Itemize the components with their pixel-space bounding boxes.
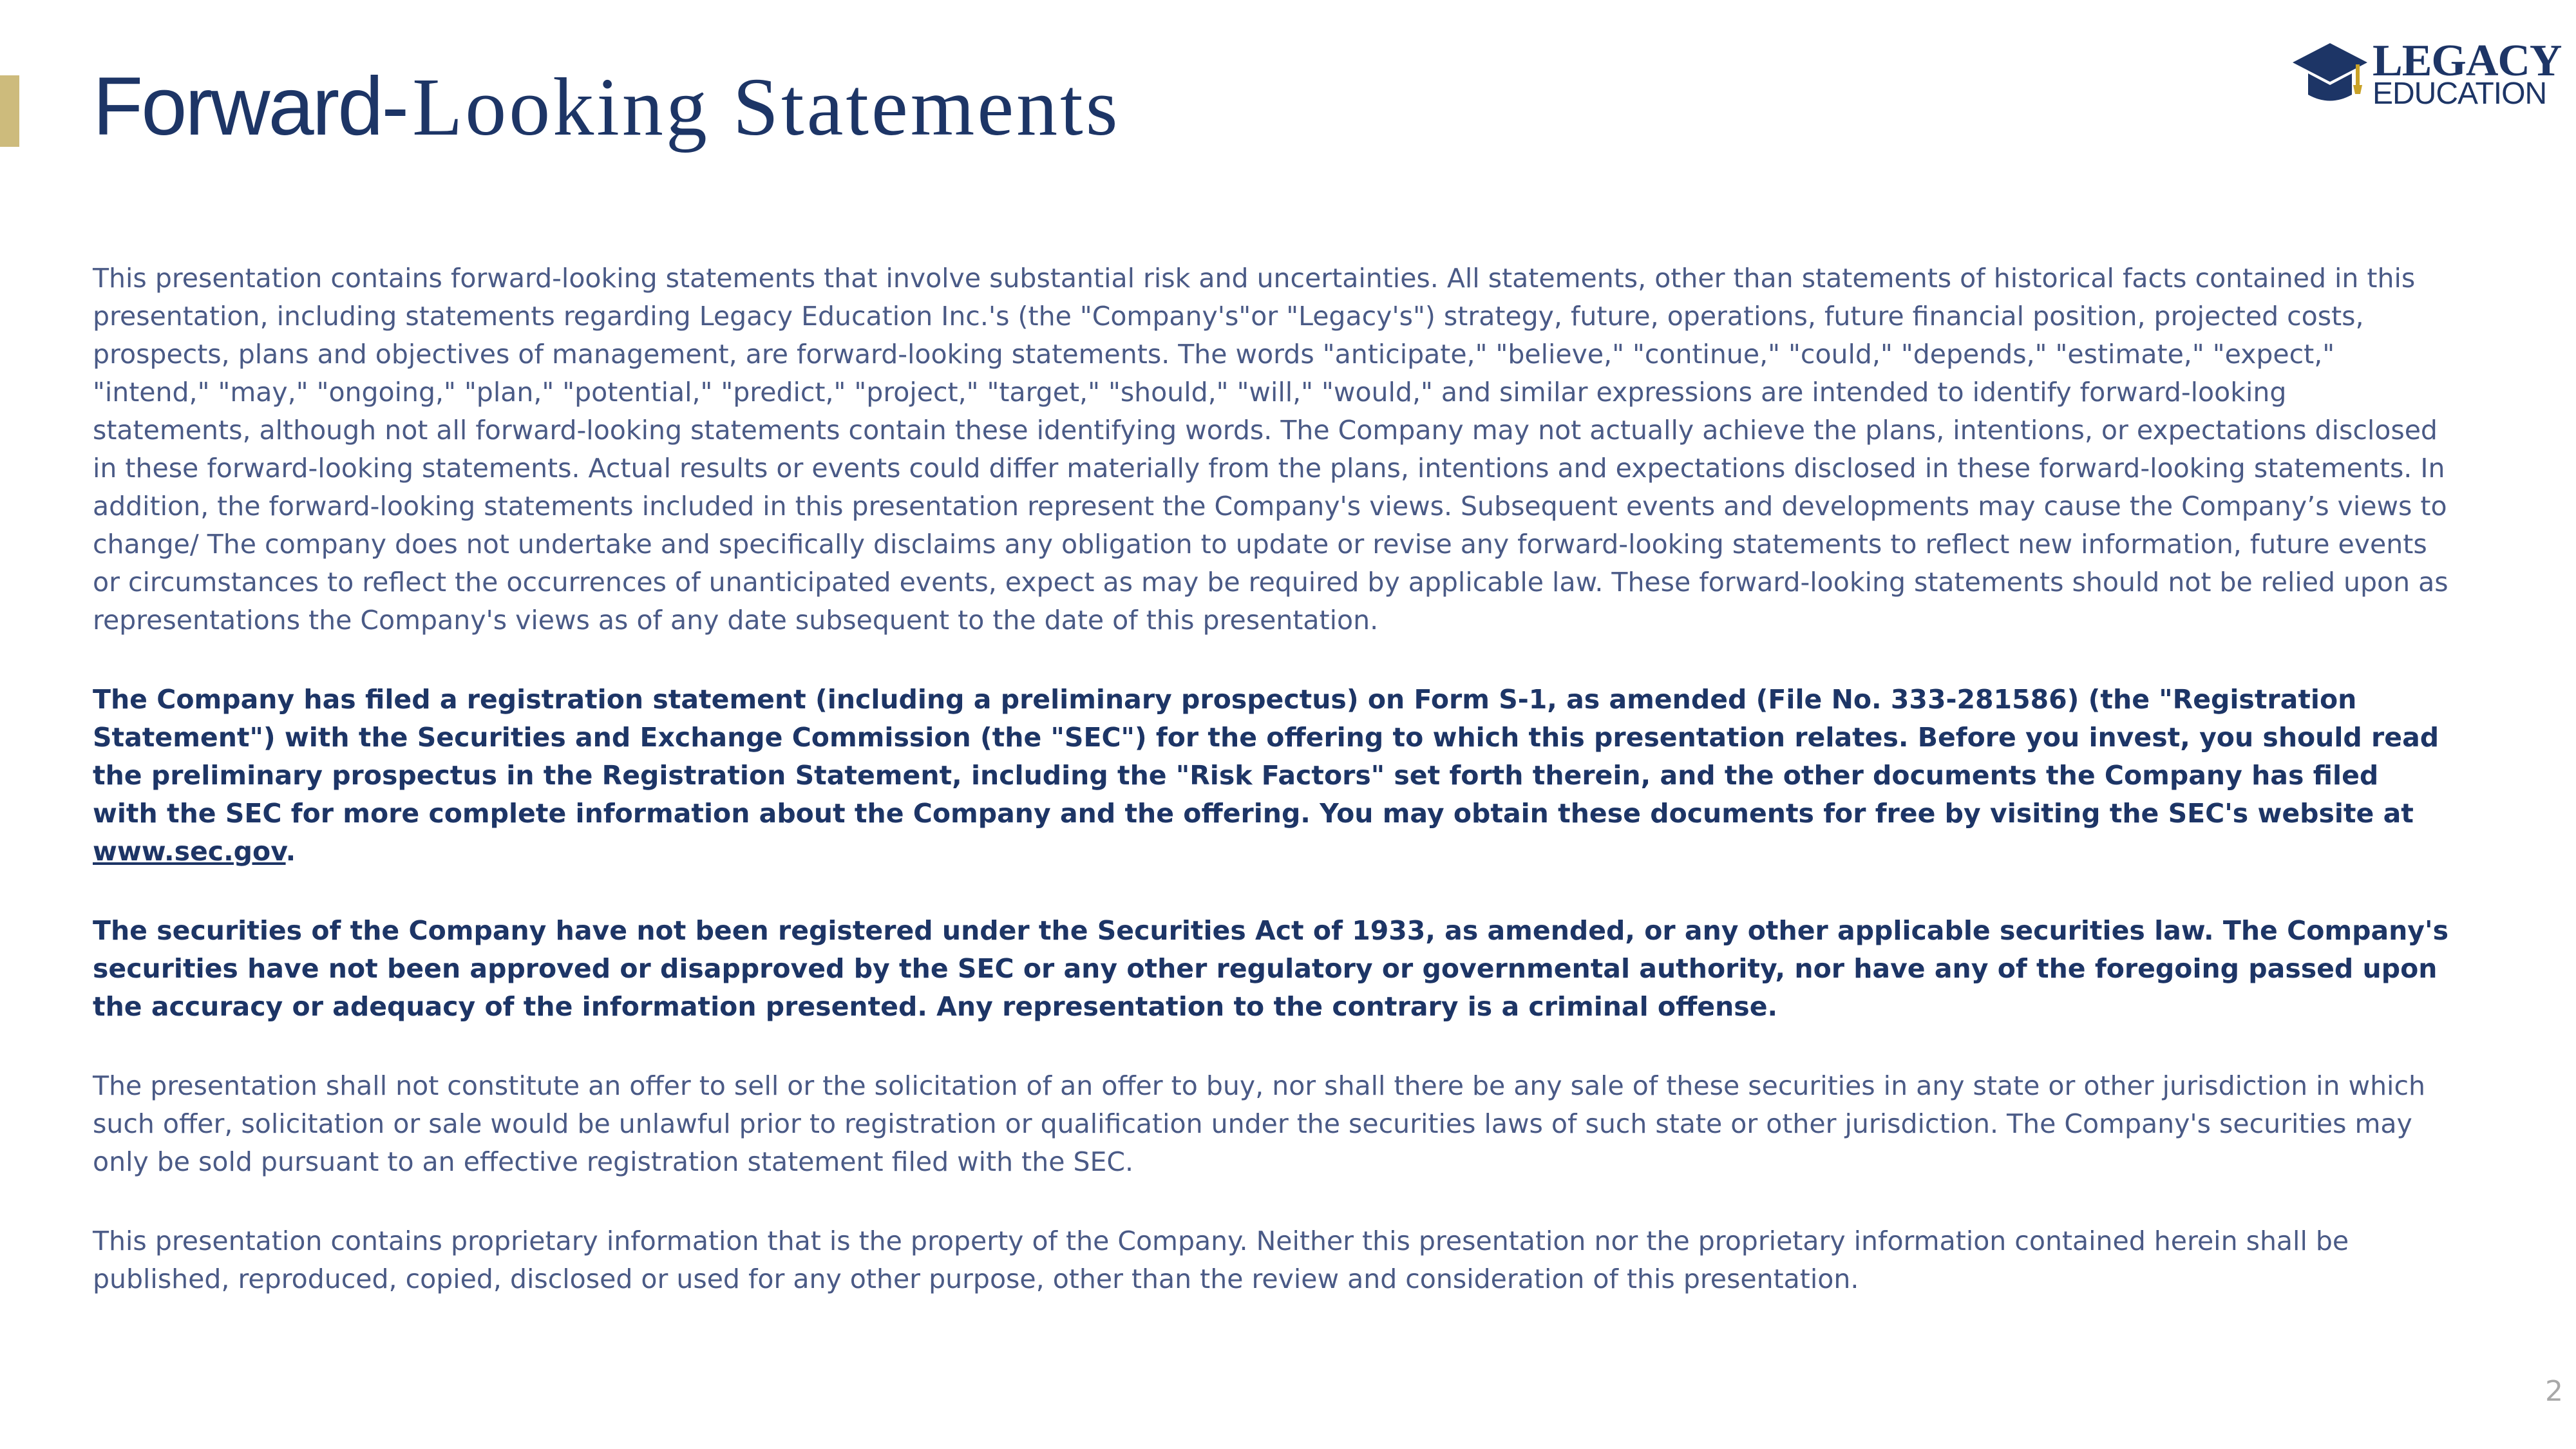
graduation-cap-icon	[2291, 40, 2369, 108]
legacy-education-logo	[2291, 36, 2562, 111]
page-number: 2	[2545, 1375, 2563, 1408]
page-title	[93, 62, 1121, 153]
title-part-2: Looking Statements	[412, 61, 1121, 153]
paragraph-securities-not-registered: The securities of the Company have not been registered under the Securities Act of 1933, as amended, or any other applicable securities law. The Company's securities have not been approved or disapproved by the SEC or any other regulatory or governmental authority, nor have any of the foregoing passed upon the accuracy or adequacy of the information presented. Any representation to the contrary is a criminal offense.	[93, 915, 2448, 1022]
logo-wordmark-education: EDUCATION	[2372, 77, 2547, 111]
registration-statement-end: .	[285, 836, 296, 867]
title-accent-bar	[0, 75, 19, 147]
sec-website-link[interactable]: www.sec.gov	[93, 836, 286, 867]
logo-wordmark-legacy: LEGACY	[2372, 36, 2562, 86]
paragraph-no-offer: The presentation shall not constitute an offer to sell or the solicitation of an offer to buy, nor shall there be any sale of these securities in any state or other jurisdiction in which such offer, solicitation or sale would be unlawful prior to registration or qualification under the securities laws of such state or other jurisdiction. The Company's securities may only be sold pursuant to an effective registration statement filed with the SEC.	[93, 1070, 2425, 1177]
paragraph-registration-statement	[93, 681, 2450, 871]
paragraph-proprietary-information: This presentation contains proprietary information that is the property of the Company. Neither this presentation nor the proprietary information contained herein shall be published, reproduced, copied, disclosed or used for any other purpose, other than the review and consideration of this presentation.	[93, 1226, 2349, 1294]
title-part-1: Forward-	[93, 61, 408, 153]
disclaimer-body	[93, 260, 2450, 1340]
registration-statement-text: The Company has filed a registration statement (including a preliminary prospectus) on Form S-1, as amended (File No. 333-281586) (the "Registration Statement") with the Securities and Exchange Commission (the "SEC") for the offering to which this presentation relates. Before you invest, you should read the preliminary prospectus in the Registration Statement, including the "Risk Factors" set forth therein, and the other documents the Company has filed with the SEC for more complete information about the Company and the offering. You may obtain these documents for free by visiting the SEC's website at	[93, 684, 2439, 829]
paragraph-forward-looking: This presentation contains forward-looking statements that involve substantial risk and uncertainties. All statements, other than statements of historical facts contained in this presentation, including statements regarding Legacy Education Inc.'s (the "Company's"or "Legacy's") strategy, future, operations, future financial position, projected costs, prospects, plans and objectives of management, are forward-looking statements. The words "anticipate," "believe," "continue," "could," "depends," "estimate," "expect," "intend," "may," "ongoing," "plan," "potential," "predict," "project," "target," "should," "will," "would," and similar expressions are intended to identify forward-looking statements, although not all forward-looking statements contain these identifying words. The Company may not actually achieve the plans, intentions, or expectations disclosed in these forward-looking statements. Actual results or events could differ materially from the plans, intentions and expectations disclosed in these forward-looking statements. In addition, the forward-looking statements included in this presentation represent the Company's views. Subsequent events and developments may cause the Company’s views to change/ The company does not undertake and specifically disclaims any obligation to update or revise any forward-looking statements to reflect new information, future events or circumstances to reflect the occurrences of unanticipated events, expect as may be required by applicable law. These forward-looking statements should not be relied upon as representations the Company's views as of any date subsequent to the date of this presentation.	[93, 263, 2448, 636]
